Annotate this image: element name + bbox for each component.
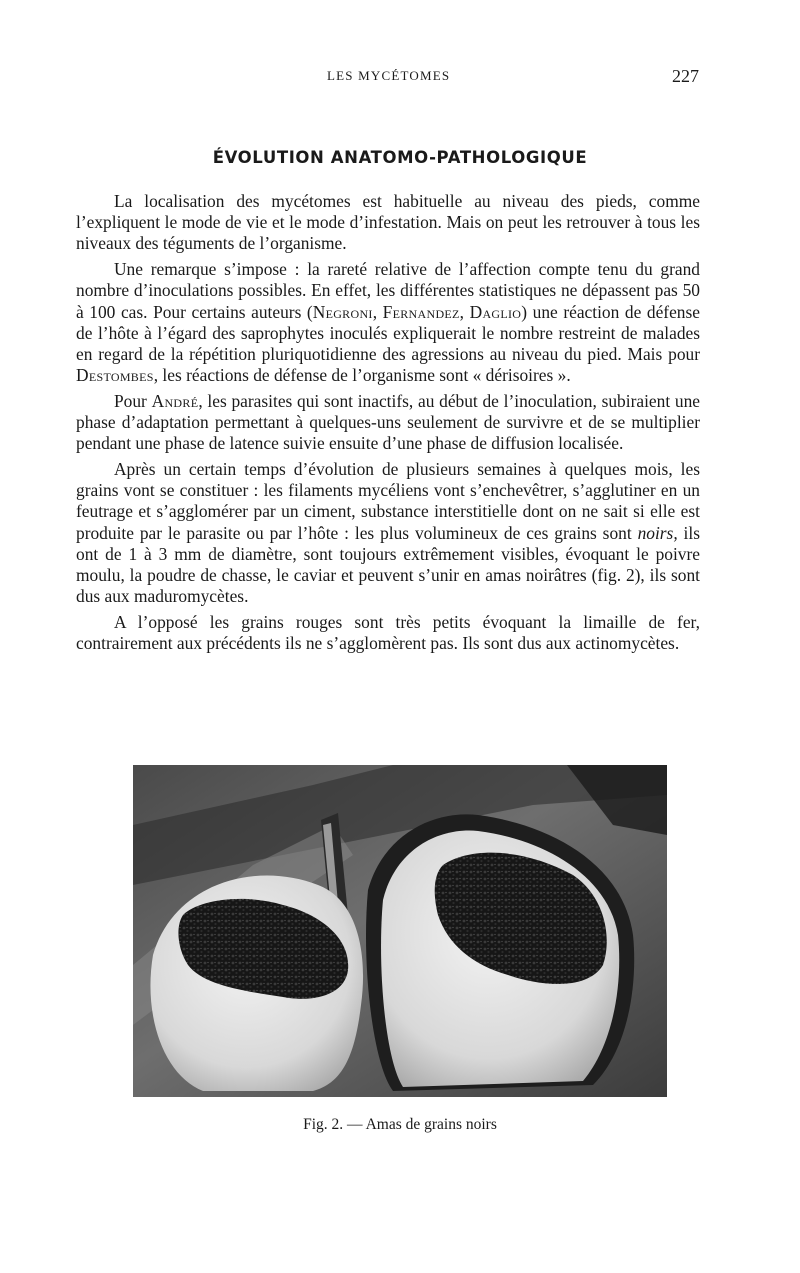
paragraph-2 (76, 259, 700, 386)
author-daglio: Daglio (469, 301, 522, 322)
paragraph-2-text-c: , les réactions de défense de l’organisme sont « dérisoires ». (153, 365, 571, 386)
figure-caption: Fig. 2. — Amas de grains noirs (303, 1116, 497, 1133)
specimen-photo (133, 765, 667, 1097)
paragraph-2-sep-2: , (459, 301, 470, 322)
running-title: LES MYCÉTOMES (327, 68, 451, 83)
paragraph-3-text-a: Pour (114, 390, 152, 411)
figure-photo (133, 765, 667, 1097)
author-fernandez: Fernandez (382, 301, 460, 322)
paragraph-2-sep-1: , (372, 301, 383, 322)
paragraph-2-text-b: ) une réaction de défense de l’hôte à l’égard des saprophytes inoculés expliquerait le nombre restreint de malades en regard de la répétition pluriquotidienne des agressions au niveau du pied. Mais pour (76, 301, 700, 364)
paragraph-4-text-a: Après un certain temps d’évolution de plusieurs semaines à quelques mois, les grains vont se constituer : les filaments mycéliens vont s’enchevêtrer, s’agglutiner en un feutrage et s’agglomérer par un ciment, substance interstitielle dont on ne sait si elle est produite par le parasite ou par l’hôte : les plus volumineux de ces grains sont (76, 458, 700, 543)
section-heading: ÉVOLUTION ANATOMO-PATHOLOGIQUE (212, 148, 588, 167)
body-text (76, 191, 700, 659)
paragraph-1: La localisation des mycétomes est habituelle au niveau des pieds, comme l’expliquent le mode de vie et le mode d’infestation. Mais on peut les retrouver à tous les niveaux des téguments de l’organisme. (76, 191, 700, 254)
running-head (0, 66, 800, 88)
emphasis-noirs: noirs, (637, 522, 678, 543)
paragraph-4-text-b: ils ont de 1 à 3 mm de diamètre, sont toujours extrêmement visibles, évoquant le poivre moulu, la poudre de chasse, le caviar et peuvent s’unir en amas noirâtres (fig. 2), ils sont dus aux maduromycètes. (76, 522, 700, 607)
paragraph-3 (76, 391, 700, 455)
author-negroni: Negroni (312, 301, 373, 322)
page-number: 227 (672, 66, 699, 86)
paragraph-3-text-b: , les parasites qui sont inactifs, au début de l’inoculation, subiraient une phase d’adaptation permettant à quelques-uns seulement de survivre et de se multiplier pendant une phase de latence suivie ensuite d’une phase de diffusion localisée. (76, 390, 700, 454)
paragraph-4 (76, 459, 700, 607)
paragraph-2-text-a: Une remarque s’impose : la rareté relative de l’affection compte tenu du grand nombre d’inoculations possibles. En effet, les différentes statistiques ne dépassent pas 50 à 100 cas. Pour certains auteurs ( (76, 259, 700, 322)
paragraph-5: A l’opposé les grains rouges sont très petits évoquant la limaille de fer, contrairement aux précédents ils ne s’agglomèrent pas. Ils sont dus aux actinomycètes. (76, 611, 700, 654)
author-andre: André (151, 390, 199, 411)
author-destombes: Destombes (76, 365, 154, 386)
